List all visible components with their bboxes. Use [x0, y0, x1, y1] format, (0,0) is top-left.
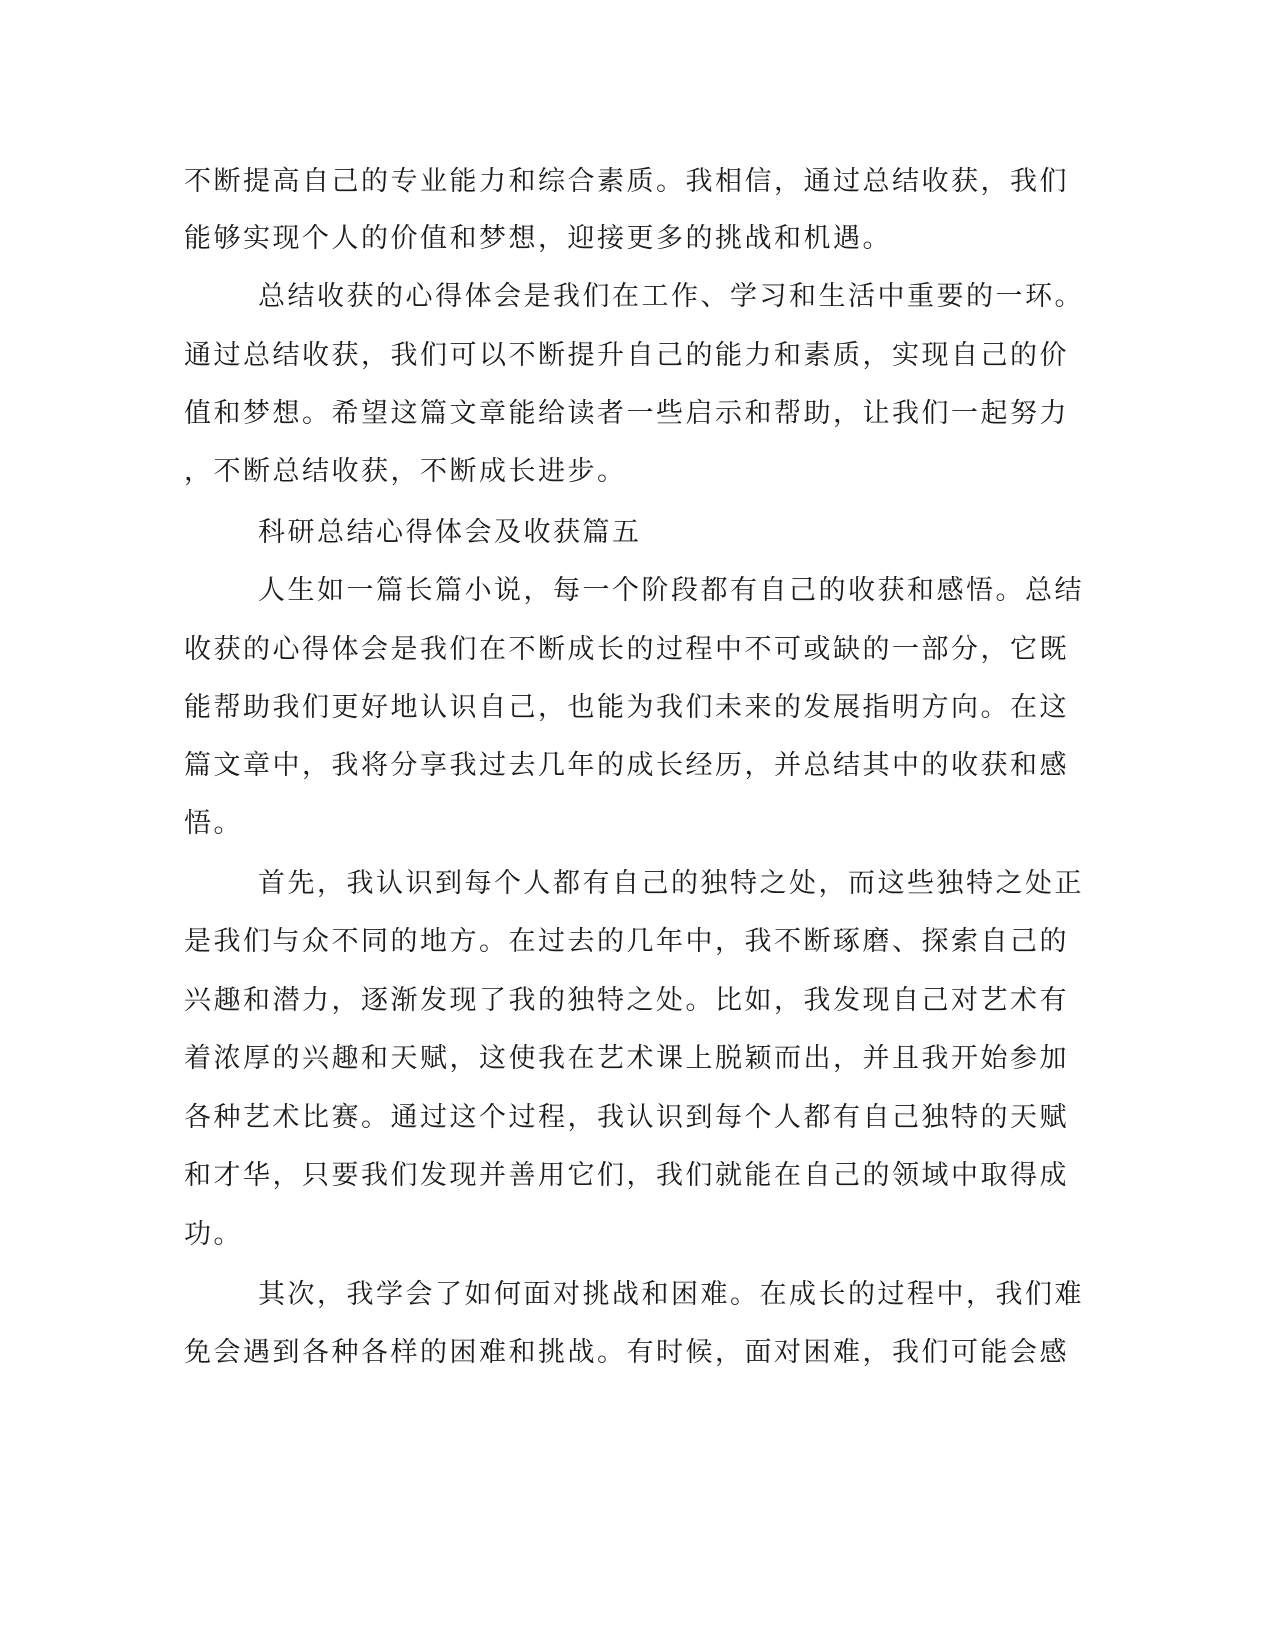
text-line: 是我们与众不同的地方。在过去的几年中，我不断琢磨、探索自己的 — [184, 926, 1069, 957]
text-line: 其次，我学会了如何面对挑战和困难。在成长的过程中，我们难 — [258, 1279, 1084, 1310]
text-line: 值和梦想。希望这篇文章能给读者一些启示和帮助，让我们一起努力 — [184, 398, 1069, 429]
text-line: 着浓厚的兴趣和天赋，这使我在艺术课上脱颖而出，并且我开始参加 — [184, 1043, 1069, 1074]
text-line: 不断提高自己的专业能力和综合素质。我相信，通过总结收获，我们 — [184, 166, 1069, 197]
text-line: 总结收获的心得体会是我们在工作、学习和生活中重要的一环。 — [258, 281, 1084, 312]
text-line: 篇文章中，我将分享我过去几年的成长经历，并总结其中的收获和感 — [184, 750, 1069, 781]
text-line: ，不断总结收获，不断成长进步。 — [184, 456, 627, 487]
text-line: 悟。 — [184, 808, 243, 839]
text-line: 首先，我认识到每个人都有自己的独特之处，而这些独特之处正 — [258, 868, 1084, 899]
section-heading: 科研总结心得体会及收获篇五 — [258, 517, 642, 548]
text-line: 功。 — [184, 1219, 243, 1250]
text-line: 能帮助我们更好地认识自己，也能为我们未来的发展指明方向。在这 — [184, 692, 1069, 723]
text-line: 能够实现个人的价值和梦想，迎接更多的挑战和机遇。 — [184, 223, 892, 254]
text-line: 人生如一篇长篇小说，每一个阶段都有自己的收获和感悟。总结 — [258, 575, 1084, 606]
text-line: 免会遇到各种各样的困难和挑战。有时候，面对困难，我们可能会感 — [184, 1337, 1069, 1368]
text-line: 通过总结收获，我们可以不断提升自己的能力和素质，实现自己的价 — [184, 340, 1069, 371]
text-line: 收获的心得体会是我们在不断成长的过程中不可或缺的一部分，它既 — [184, 634, 1069, 665]
text-line: 各种艺术比赛。通过这个过程，我认识到每个人都有自己独特的天赋 — [184, 1102, 1069, 1133]
text-line: 兴趣和潜力，逐渐发现了我的独特之处。比如，我发现自己对艺术有 — [184, 985, 1069, 1016]
text-line: 和才华，只要我们发现并善用它们，我们就能在自己的领域中取得成 — [184, 1160, 1069, 1191]
